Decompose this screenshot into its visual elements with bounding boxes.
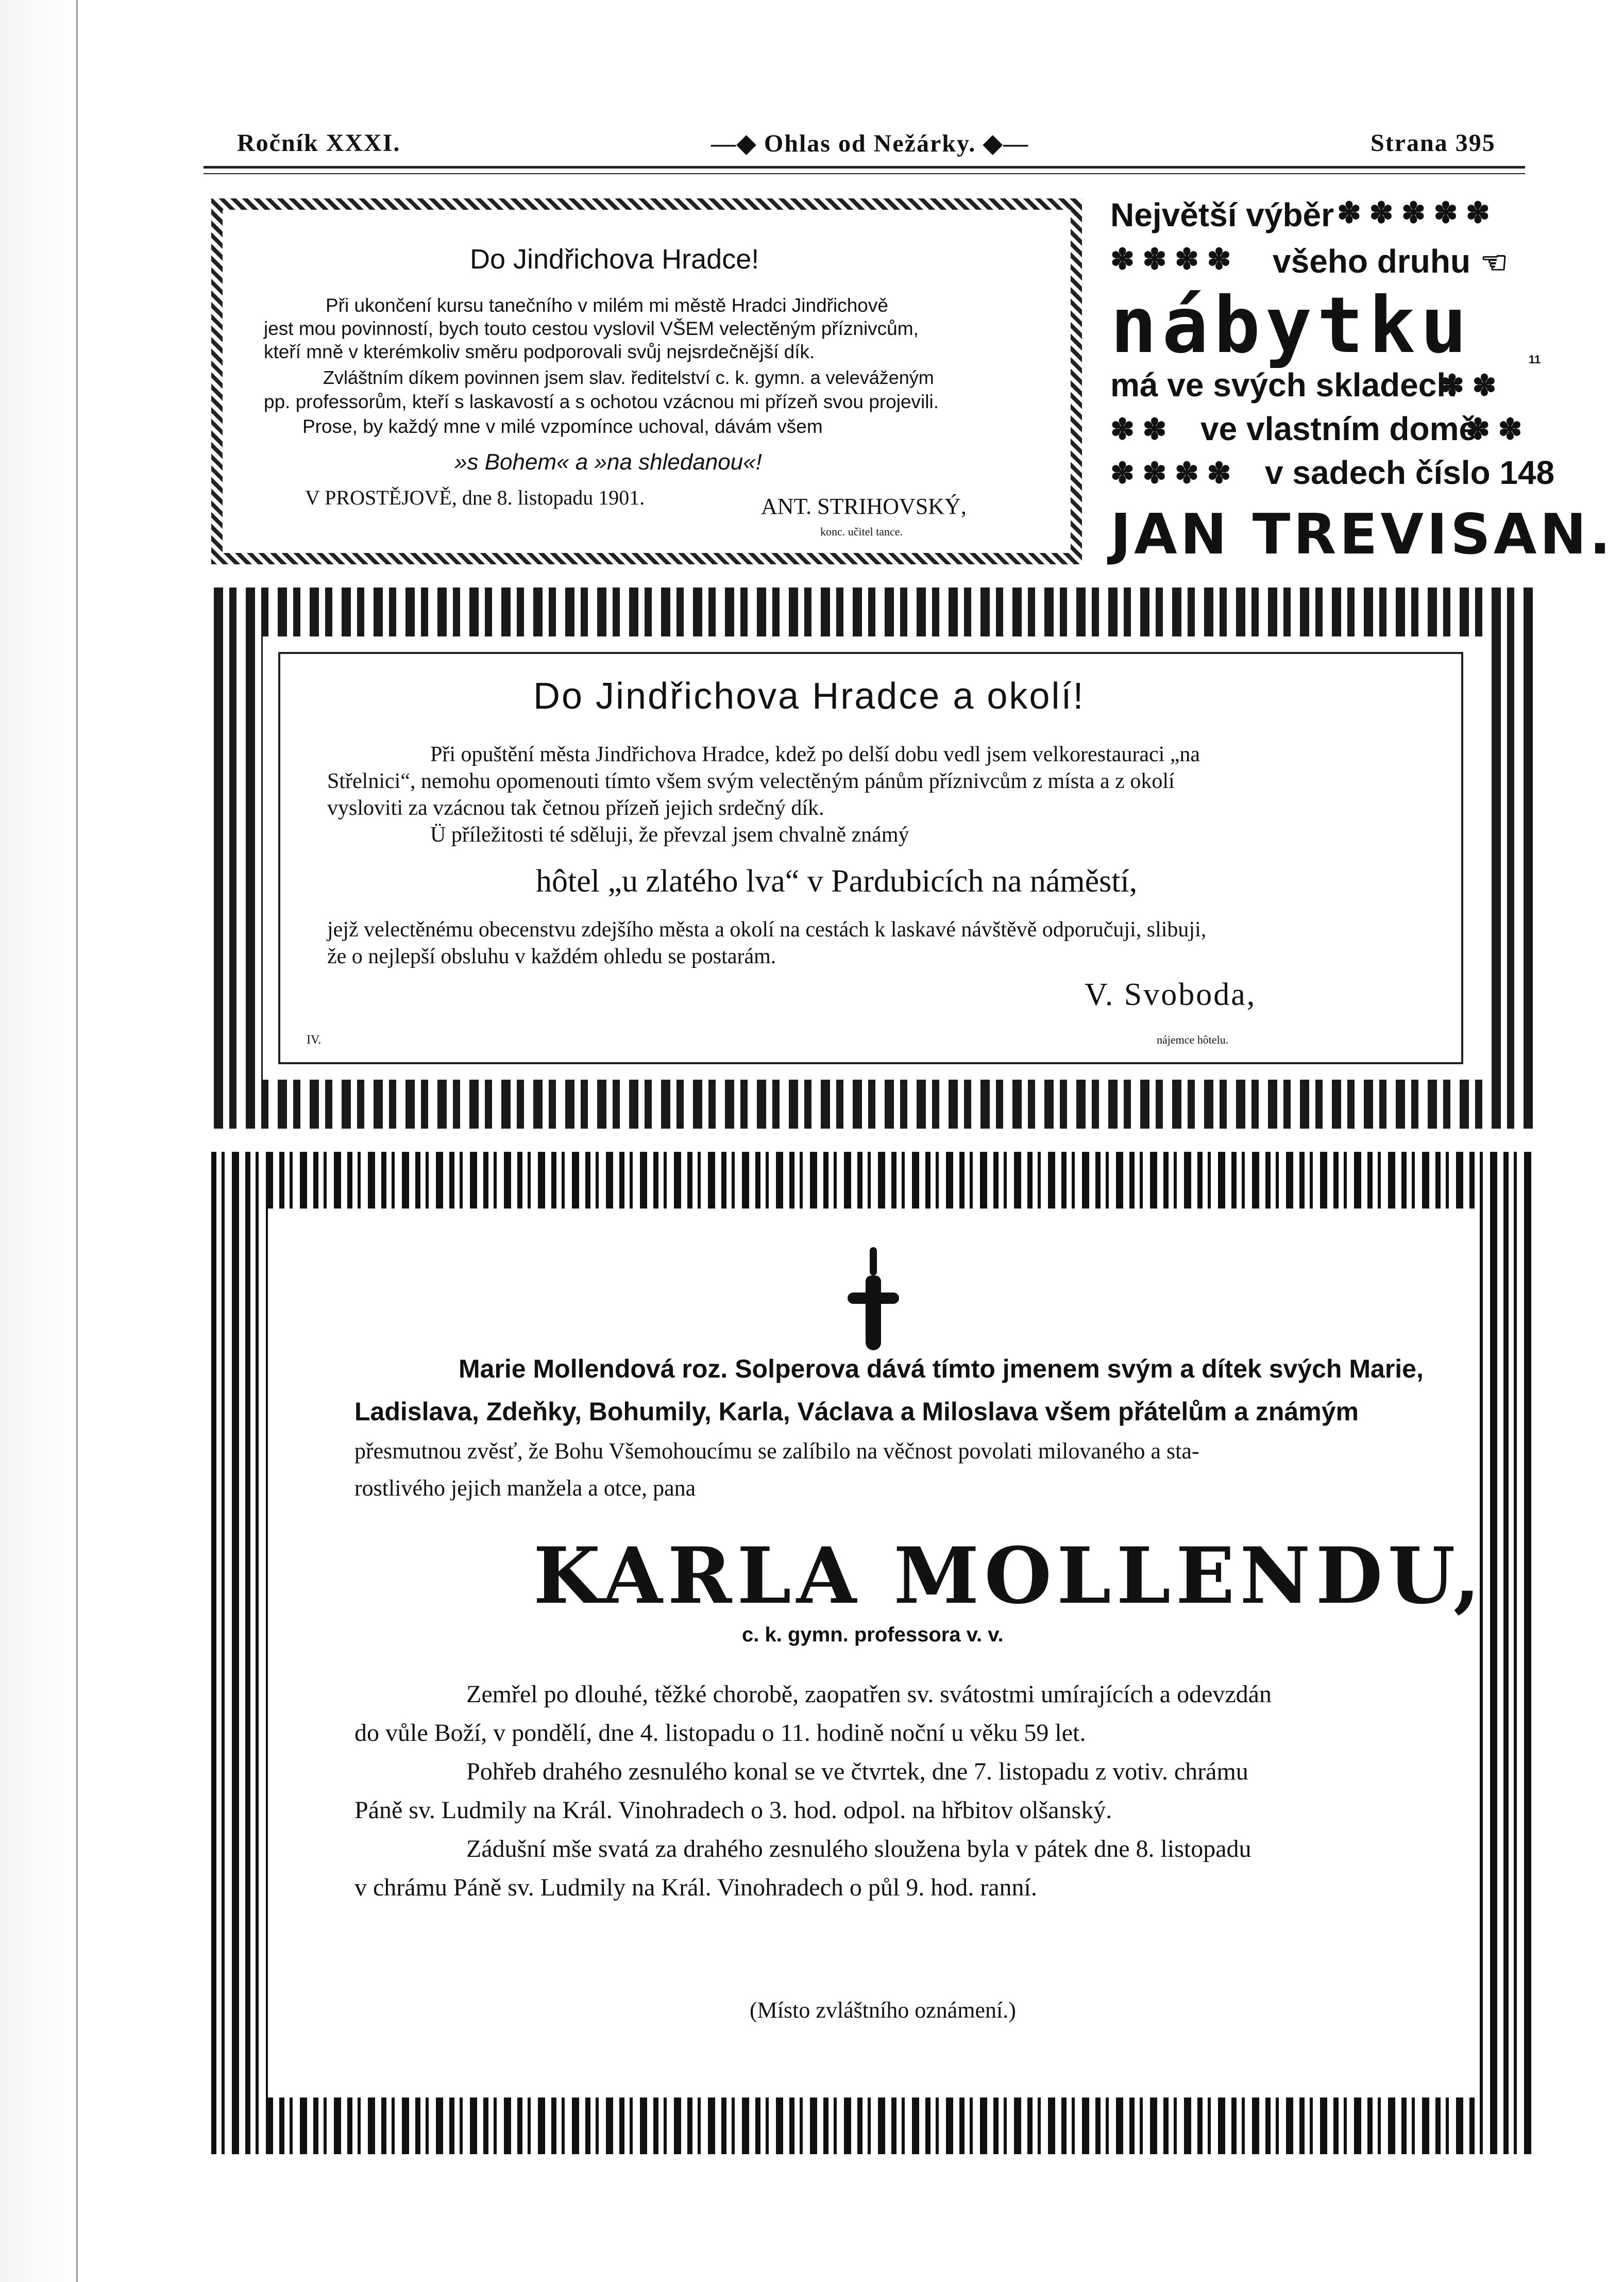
cross-icon [848,1247,899,1350]
ad1-line6: Prose, by každý mne v milé vzpomínce uchoval, dávám všem [302,416,823,437]
page-binding-edge [0,0,78,2282]
obit-footer: (Místo zvláštního oznámení.) [750,1998,1016,2023]
obit-title: c. k. gymn. professora v. v. [742,1623,1004,1646]
obit-p1a: Zemřel po dlouhé, těžké chorobě, zaopatřen sv. svátostmi umírajících a odevzdán [466,1681,1272,1708]
ad3-signer: V. Svoboda, [1085,977,1257,1012]
obit-name: KARLA MOLLENDU, [533,1531,1485,1621]
ad3-mark: IV. [307,1033,322,1047]
ornament-left-icon: —◆ [711,130,764,157]
ad3-line1: Při opuštění města Jindřichova Hradce, kdež po delší dobu vedl jsem velkorestauraci „na [430,743,1200,766]
ad-trevisan [1110,191,1614,567]
ad3-signer-title: nájemce hôtelu. [1157,1033,1229,1046]
obit-p1b: do vůle Boží, v pondělí, dne 4. listopadu o 11. hodině noční u věku 59 let. [354,1719,1086,1747]
ad2-line4: má ve svých skladech [1110,366,1457,404]
obit-line3: přesmutnou zvěsť, že Bohu Všemohoucímu se zalíbilo na věčnost povolati milovaného a sta- [354,1438,1199,1464]
ad1-line4: Zvláštním díkem povinnen jsem slav. ředitelství c. k. gymn. a veleváženým [323,367,934,388]
header-volume: Ročník XXXI. [237,129,401,157]
fleuron-row-6-icon: ✽ ✽ ✽ ✽ [1110,457,1231,489]
fleuron-row-5-icon: ✽ ✽ [1466,413,1523,445]
ad1-line2: jest mou povinností, bych touto cestou vyslovil VŠEM velectěným příznivcům, [264,318,919,339]
ad2-mark: 11 [1529,353,1541,366]
ad3-line2: Střelnici“, nemohu opomenouti tímto všem svým velectěným pánům příznivcům z místa a z okolí [327,769,1175,793]
ad1-title: Do Jindřichova Hradce! [470,244,759,275]
ad1-line5: pp. professorům, kteří s laskavostí a s ochotou vzácnou mi přízeň svou projevili. [264,391,939,412]
fleuron-row-1-icon: ✽ ✽ ✽ ✽ ✽ [1337,196,1490,229]
ad2-line5: ve vlastním domě [1200,410,1478,447]
pointing-hand-icon: ☜ [1480,245,1508,280]
obit-line2: Ladislava, Zdeňky, Bohumily, Karla, Václava a Miloslava všem přátelům a známým [354,1397,1359,1426]
obituary [276,1216,1485,2087]
ad2-line1: Největší výběr [1110,196,1334,233]
fleuron-row-4-icon: ✽ ✽ [1110,413,1167,445]
ad1-farewell: »s Bohem« a »na shledanou«! [454,449,762,475]
obit-line1: Marie Mollendová roz. Solperova dává tímto jmenem svým a dítek svých Marie, [459,1354,1424,1383]
obit-p2b: Páně sv. Ludmily na Král. Vinohradech o 3. hod. odpol. na hřbitov olšanský. [354,1797,1112,1824]
ad2-headline: nábytku [1110,281,1473,371]
ad3-line4: Ü příležitosti té sděluji, že převzal jsem chvalně známý [430,823,909,847]
fleuron-row-3-icon: ✽ ✽ [1440,369,1497,401]
header-rule [204,166,1525,169]
ad3-line7: že o nejlepší obsluhu v každém ohledu se postarám. [327,945,776,968]
header-page: Strana 395 [1371,129,1496,157]
obit-p2a: Pohřeb drahého zesnulého konal se ve čtvrtek, dne 7. listopadu z votiv. chrámu [466,1758,1248,1785]
ad2-name: JAN TREVISAN. [1110,502,1614,567]
ornament-right-icon: ◆— [976,130,1029,157]
header-title: —◆ Ohlas od Nežárky. ◆— [711,130,1029,157]
ad-strihovsky [223,210,1071,553]
ad3-line3: vysloviti za vzácnou tak četnou přízeň jejich srdečný dík. [327,796,824,820]
ad2-line2: všeho druhu [1273,243,1471,280]
ad1-signer: ANT. STRIHOVSKÝ, [761,494,967,519]
header-rule-thin [204,173,1525,174]
ad3-title: Do Jindřichova Hradce a okolí! [533,676,1085,717]
ad1-date: V PROSTĚJOVĚ, dne 8. listopadu 1901. [305,486,645,509]
obit-p3b: v chrámu Páně sv. Ludmily na Král. Vinohradech o půl 9. hod. ranní. [354,1874,1037,1901]
ad1-signer-title: konc. učitel tance. [820,525,903,538]
ad1-line3: kteří mně v kterémkoliv směru podporovali svůj nejsrdečnější dík. [264,341,815,362]
obit-line4: rostlivého jejich manžela a otce, pana [354,1475,696,1501]
ad1-line1: Při ukončení kursu tanečního v milém mi městě Hradci Jindřichově [326,295,888,316]
ad-svoboda [281,655,1461,1062]
ad2-line6: v sadech číslo 148 [1265,454,1555,491]
ad3-line6: jejž velectěnému obecenstvu zdejšího města a okolí na cestách k laskavé návštěvě odporučuji, slibuji, [327,918,1207,942]
ad3-hotel: hôtel „u zlatého lva“ v Pardubicích na náměstí, [536,864,1138,899]
obit-p3a: Zádušní mše svatá za drahého zesnulého sloužena byla v pátek dne 8. listopadu [466,1835,1251,1862]
fleuron-row-2-icon: ✽ ✽ ✽ ✽ [1110,243,1231,275]
